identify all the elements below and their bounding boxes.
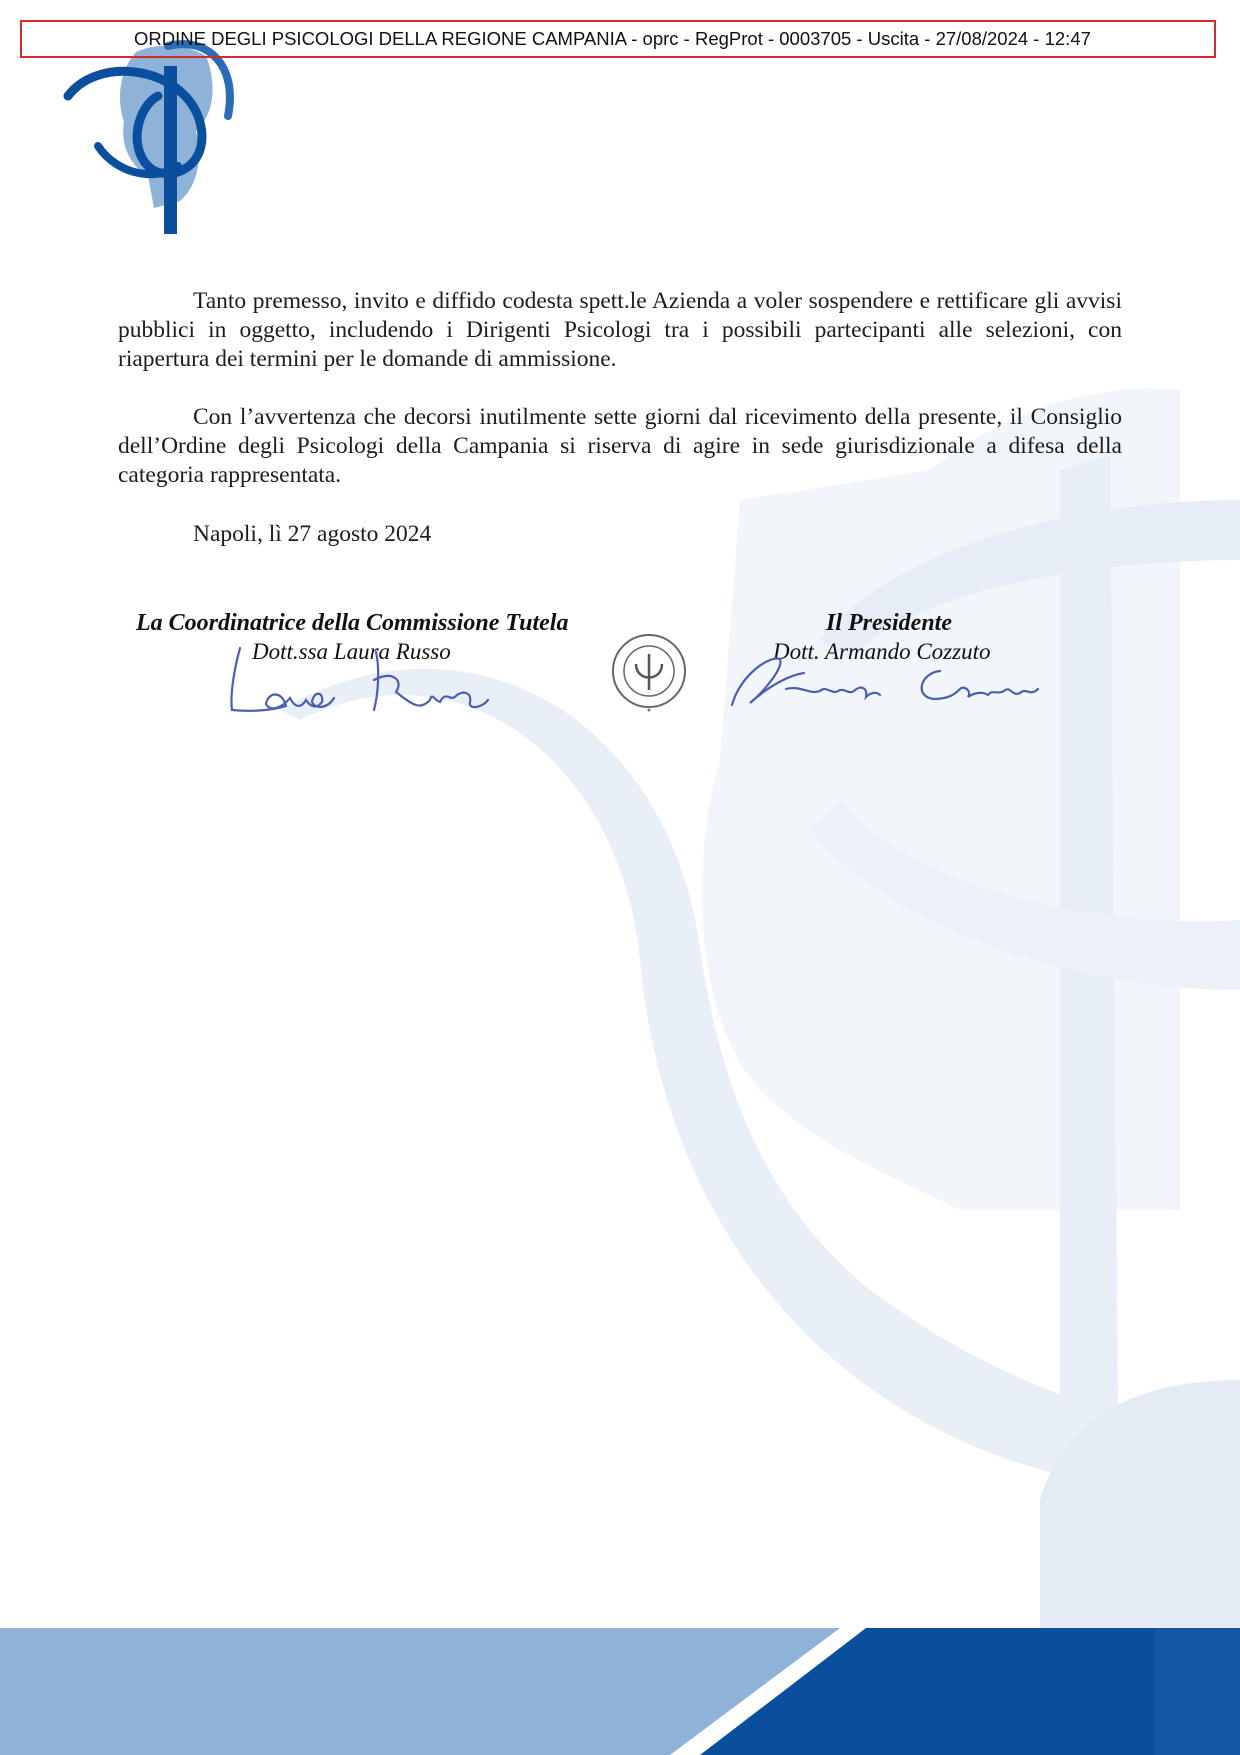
protocol-text: ORDINE DEGLI PSICOLOGI DELLA REGIONE CAMPANIA - oprc - RegProt - 0003705 - Uscita - 27/08/2024 - 12:47 bbox=[134, 28, 1091, 49]
footer-band bbox=[0, 1628, 1240, 1755]
right-signatory-name: Dott. Armando Cozzuto bbox=[773, 639, 991, 664]
paragraph-avvertenza: Con l’avvertenza che decorsi inutilmente sette giorni dal ricevimento della presente, il Consiglio dell’Ordine degli Psicologi della Campania si riserva di agire in sede giurisdizionale a difesa della categoria rappresentata. bbox=[118, 404, 1122, 488]
place-date: Napoli, lì 27 agosto 2024 bbox=[193, 521, 432, 547]
right-signatory-title: Il Presidente bbox=[826, 610, 952, 636]
protocol-stamp bbox=[20, 20, 1216, 58]
handwritten-signature-right bbox=[720, 645, 1060, 720]
left-signatory-name: Dott.ssa Laura Russo bbox=[252, 639, 451, 664]
paragraph-diffida: Tanto premesso, invito e diffido codesta spett.le Azienda a voler sospendere e rettificare gli avvisi pubblici in oggetto, includendo i Dirigenti Psicologi tra i possibili partecipanti alle selezioni, con riapertura dei termini per le domande di ammissione. bbox=[118, 288, 1122, 372]
left-signatory-title: La Coordinatrice della Commissione Tutela bbox=[136, 610, 569, 636]
svg-text:★: ★ bbox=[646, 707, 652, 714]
official-seal-icon bbox=[610, 630, 688, 716]
handwritten-signature-left bbox=[224, 640, 524, 725]
